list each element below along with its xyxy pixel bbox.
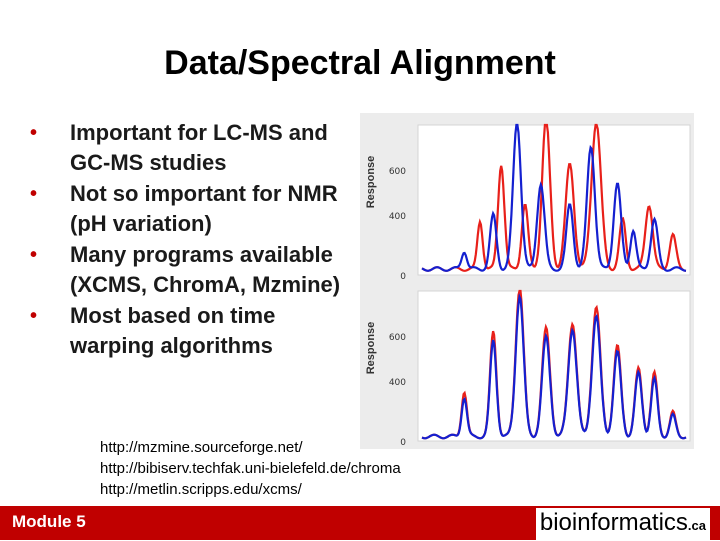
bullet-icon: •	[30, 305, 38, 327]
link-xcms[interactable]: http://metlin.scripps.edu/xcms/	[100, 481, 302, 498]
footer-bar	[0, 506, 720, 540]
bullet-item	[26, 301, 356, 361]
bullet-text: Many programs available (XCMS, ChromA, Mzmine)	[70, 242, 341, 297]
y-axis-label: Response	[365, 155, 377, 209]
bullet-icon: •	[30, 244, 38, 266]
link-list	[100, 437, 401, 500]
y-tick-label: 600	[388, 333, 406, 343]
y-tick-label: 0	[400, 438, 406, 448]
brand-name: bioinformatics	[539, 509, 688, 536]
y-tick-label: 400	[388, 212, 406, 222]
bullet-item	[26, 179, 356, 239]
y-tick-label: 0	[400, 272, 406, 282]
chromatogram-chart	[360, 113, 694, 449]
y-tick-label: 400	[388, 378, 406, 388]
bullet-text: Most based on time warping algorithms	[70, 303, 276, 358]
bullet-item	[26, 240, 356, 300]
brand-logo	[536, 508, 710, 541]
bullet-icon: •	[30, 122, 38, 144]
module-label: Module 5	[12, 512, 86, 531]
link-chroma[interactable]: http://bibiserv.techfak.uni-bielefeld.de/chroma	[100, 460, 401, 477]
y-tick-label: 600	[388, 167, 406, 177]
bullet-icon: •	[30, 183, 38, 205]
slide-title: Data/Spectral Alignment	[164, 44, 556, 82]
bullet-item	[26, 118, 356, 178]
bullet-text: Not so important for NMR (pH variation)	[70, 181, 338, 236]
bullet-list	[26, 118, 356, 362]
brand-tld: .ca	[687, 518, 706, 533]
link-mzmine[interactable]: http://mzmine.sourceforge.net/	[100, 439, 303, 456]
y-axis-label: Response	[365, 321, 377, 375]
bullet-text: Important for LC-MS and GC-MS studies	[70, 120, 328, 175]
